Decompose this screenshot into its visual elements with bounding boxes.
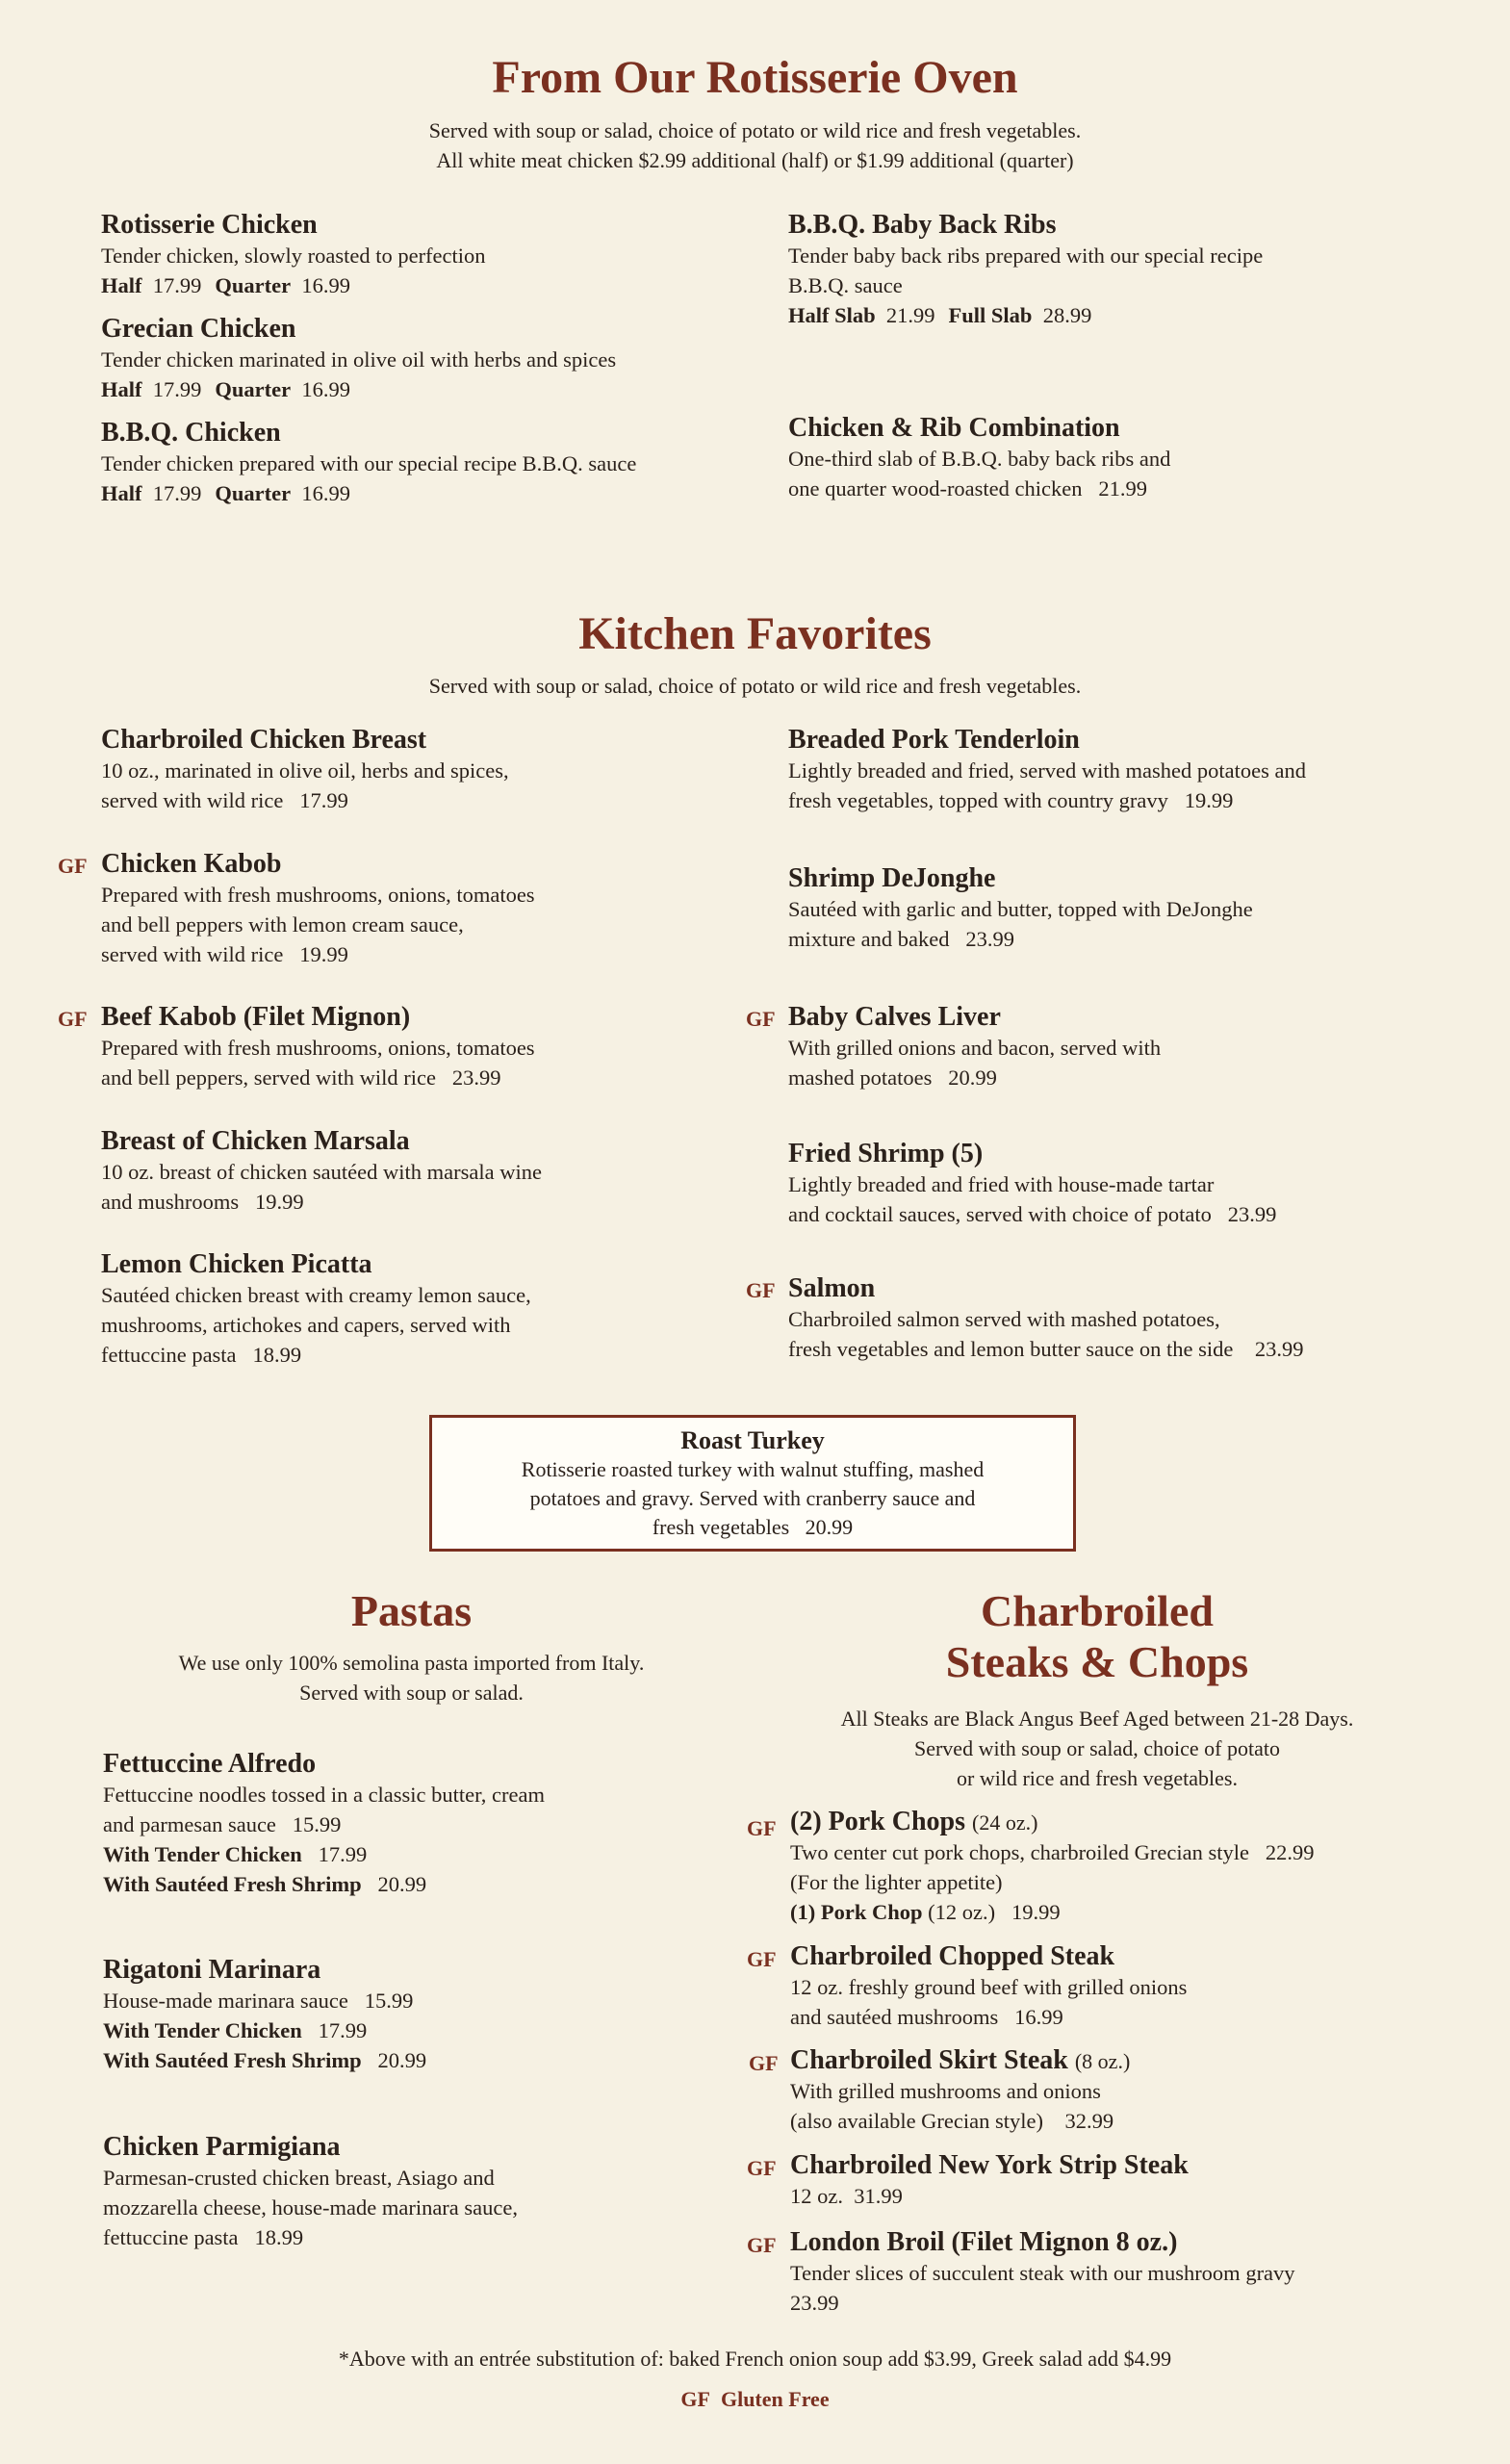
menu-item: [790, 2045, 1130, 2136]
menu-item: [101, 418, 636, 508]
menu-item: [103, 1749, 545, 1899]
addon-label: With Tender Chicken: [103, 2018, 302, 2043]
item-name: Charbroiled Chopped Steak: [790, 1941, 1115, 1971]
menu-item: [101, 210, 486, 300]
item-portion: (12 oz.): [928, 1900, 996, 1925]
legend-code: GF: [680, 2387, 710, 2411]
price: 16.99: [1014, 2005, 1063, 2030]
price-label: Half: [101, 377, 142, 402]
description-text: and parmesan sauce: [103, 1812, 276, 1837]
item-description: [101, 1340, 531, 1370]
item-name: Breaded Pork Tenderloin: [788, 725, 1080, 755]
item-description: Prepared with fresh mushrooms, onions, tomatoes: [101, 883, 535, 908]
alt-portion-name: (1) Pork Chop: [790, 1900, 923, 1925]
gluten-free-badge: GF: [747, 2233, 777, 2257]
menu-item: [788, 1002, 1161, 1092]
item-description: [103, 1986, 426, 2015]
price: 32.99: [1064, 2109, 1114, 2134]
description-text: (also available Grecian style): [790, 2109, 1044, 2134]
pastas-title: Pastas: [350, 1586, 473, 1635]
pastas-subtitle: [96, 1648, 727, 1707]
price: 23.99: [451, 1065, 501, 1091]
item-addon: [103, 1869, 545, 1899]
menu-item: [101, 1249, 531, 1370]
description-text: mashed potatoes: [788, 1065, 933, 1091]
menu-item: [101, 1126, 542, 1217]
pastas-sub-line: We use only 100% semolina pasta imported from Italy.: [178, 1651, 645, 1675]
steaks-subtitle: [760, 1704, 1434, 1794]
item-name: Roast Turkey: [680, 1426, 825, 1454]
gluten-free-badge: GF: [746, 1278, 776, 1302]
menu-item: [788, 413, 1170, 503]
price-label: Full Slab: [948, 303, 1033, 328]
addon-label: With Sautéed Fresh Shrimp: [103, 2048, 362, 2073]
price: 20.99: [377, 2048, 427, 2073]
item-description: One-third slab of B.B.Q. baby back ribs and: [788, 447, 1171, 472]
menu-item: [103, 1955, 426, 2075]
description-text: and mushrooms: [101, 1190, 240, 1215]
description-text: 12 oz.: [790, 2184, 843, 2209]
price: 17.99: [299, 788, 348, 813]
item-description: With grilled onions and bacon, served with: [788, 1036, 1162, 1061]
item-alt-portion: [790, 1897, 1315, 1927]
item-name-text: Charbroiled Skirt Steak: [790, 2045, 1068, 2075]
price: 17.99: [318, 2018, 368, 2043]
item-name: Rigatoni Marinara: [103, 1955, 321, 1985]
menu-item: [788, 863, 1253, 954]
price: 28.99: [1042, 303, 1092, 328]
description-text: served with wild rice: [101, 788, 284, 813]
item-description: Lightly breaded and fried with house-made tartar: [788, 1172, 1215, 1197]
steaks-sub-line: All Steaks are Black Angus Beef Aged between 21-28 Days.: [840, 1707, 1354, 1731]
item-name: Chicken & Rib Combination: [788, 413, 1120, 443]
item-name: [790, 2045, 1130, 2076]
item-description: [788, 1063, 1161, 1092]
price: 17.99: [152, 481, 202, 506]
gluten-free-legend: [0, 2387, 1510, 2412]
description-text: mixture and baked: [788, 927, 950, 952]
item-description: mushrooms, artichokes and capers, served with: [101, 1313, 511, 1338]
menu-item: [788, 1273, 1303, 1364]
item-name: London Broil (Filet Mignon 8 oz.): [790, 2227, 1178, 2257]
price: 21.99: [1098, 476, 1147, 501]
price: 19.99: [1184, 788, 1234, 813]
item-description: Tender baby back ribs prepared with our special recipe: [788, 244, 1264, 269]
item-name: Chicken Parmigiana: [103, 2132, 341, 2162]
item-description: Tender slices of succulent steak with our mushroom gravy: [790, 2261, 1295, 2286]
price: 19.99: [299, 942, 348, 967]
gluten-free-badge: GF: [746, 1007, 776, 1031]
item-description: [790, 2002, 1187, 2032]
item-description: [788, 1199, 1276, 1229]
item-description: [790, 2106, 1130, 2136]
item-description: Tender chicken, slowly roasted to perfection: [101, 244, 486, 269]
steaks-title-line: Charbroiled: [981, 1586, 1214, 1635]
menu-item: [788, 210, 1263, 330]
price: 19.99: [255, 1190, 304, 1215]
item-description: [788, 1334, 1303, 1364]
menu-item: [788, 1139, 1276, 1229]
item-name: Fried Shrimp (5): [788, 1139, 984, 1168]
gluten-free-badge: GF: [747, 1816, 777, 1840]
item-name: Grecian Chicken: [101, 314, 296, 344]
price: 21.99: [885, 303, 935, 328]
description-text: one quarter wood-roasted chicken: [788, 476, 1083, 501]
price: 22.99: [1265, 1840, 1315, 1865]
description-text: and sautéed mushrooms: [790, 2005, 999, 2030]
item-name: Baby Calves Liver: [788, 1002, 1001, 1032]
price-label: Half: [101, 481, 142, 506]
price-label: Quarter: [215, 377, 292, 402]
menu-item: [101, 1002, 535, 1092]
description-text: fettuccine pasta: [101, 1343, 237, 1368]
item-name: Rotisserie Chicken: [101, 210, 318, 240]
menu-item: [790, 1941, 1187, 2032]
item-description: Charbroiled salmon served with mashed potatoes,: [788, 1307, 1220, 1332]
item-portion: (8 oz.): [1074, 2049, 1131, 2073]
item-prices: [788, 300, 1263, 330]
description-text: fresh vegetables, topped with country gravy: [788, 788, 1168, 813]
description-text: and cocktail sauces, served with choice of potato: [788, 1202, 1212, 1227]
price-label: Half Slab: [788, 303, 876, 328]
price: 15.99: [364, 1989, 414, 2014]
rotisserie-sub-line: All white meat chicken $2.99 additional (half) or $1.99 additional (quarter): [436, 148, 1074, 173]
price-label: Half: [101, 273, 142, 298]
item-name: Charbroiled New York Strip Steak: [790, 2150, 1189, 2180]
item-description: potatoes and gravy. Served with cranberry sauce and: [529, 1486, 976, 1511]
menu-item: [101, 314, 616, 404]
item-name: Breast of Chicken Marsala: [101, 1126, 410, 1156]
price: 20.99: [948, 1065, 997, 1091]
menu-item: [788, 725, 1306, 815]
item-description: Sautéed chicken breast with creamy lemon sauce,: [101, 1283, 531, 1308]
item-description: Prepared with fresh mushrooms, onions, tomatoes: [101, 1036, 535, 1061]
description-text: Two center cut pork chops, charbroiled Grecian style: [790, 1840, 1249, 1865]
item-name: Chicken Kabob: [101, 849, 282, 879]
item-description: With grilled mushrooms and onions: [790, 2079, 1101, 2104]
item-description: (For the lighter appetite): [790, 1870, 1003, 1895]
addon-label: With Sautéed Fresh Shrimp: [103, 1872, 362, 1897]
item-description: B.B.Q. sauce: [788, 273, 903, 298]
price: 31.99: [854, 2184, 903, 2209]
menu-item: [790, 2150, 1189, 2211]
price: 20.99: [805, 1515, 854, 1539]
item-description: [101, 1187, 542, 1217]
item-prices: [101, 270, 486, 300]
menu-item: [101, 725, 509, 815]
price: 17.99: [152, 377, 202, 402]
price: 16.99: [301, 273, 350, 298]
menu-item: [103, 2132, 518, 2252]
item-description: [432, 1513, 1073, 1542]
substitution-footnote: *Above with an entrée substitution of: baked French onion soup add $3.99, Greek salad add $4.99: [338, 2347, 1172, 2371]
item-prices: [101, 478, 636, 508]
price: 18.99: [252, 1343, 302, 1368]
gluten-free-badge: GF: [58, 1007, 88, 1031]
item-name: Shrimp DeJonghe: [788, 863, 996, 893]
item-description: [788, 474, 1170, 503]
item-description: 10 oz. breast of chicken sautéed with marsala wine: [101, 1160, 542, 1185]
item-name-text: (2) Pork Chops: [790, 1807, 966, 1836]
item-addon: [103, 1839, 545, 1869]
price: 23.99: [1254, 1337, 1304, 1362]
item-name: B.B.Q. Baby Back Ribs: [788, 210, 1057, 240]
legend-label: Gluten Free: [720, 2387, 830, 2411]
item-description: Rotisserie roasted turkey with walnut stuffing, mashed: [521, 1457, 985, 1482]
price-label: Quarter: [215, 273, 292, 298]
gluten-free-badge: GF: [747, 1947, 777, 1971]
item-description: and bell peppers with lemon cream sauce,: [101, 912, 464, 937]
rotisserie-sub-line: Served with soup or salad, choice of potato or wild rice and fresh vegetables.: [428, 118, 1082, 142]
item-description: 12 oz. freshly ground beef with grilled onions: [790, 1975, 1188, 2000]
item-description: 10 oz., marinated in olive oil, herbs and spices,: [101, 758, 509, 783]
item-name: B.B.Q. Chicken: [101, 418, 281, 448]
item-name: Charbroiled Chicken Breast: [101, 725, 427, 755]
description-text: and bell peppers, served with wild rice: [101, 1065, 437, 1091]
item-description: [103, 1810, 545, 1839]
item-description: [103, 2222, 518, 2252]
item-description: [101, 1063, 535, 1092]
price-label: Quarter: [215, 481, 292, 506]
item-description: Fettuccine noodles tossed in a classic butter, cream: [103, 1783, 545, 1808]
price: 23.99: [965, 927, 1014, 952]
gluten-free-badge: GF: [747, 2156, 777, 2180]
item-portion: (24 oz.): [972, 1810, 1038, 1835]
description-text: fettuccine pasta: [103, 2225, 239, 2250]
price: 23.99: [1227, 1202, 1277, 1227]
item-description: [790, 1837, 1315, 1867]
item-description: [101, 939, 535, 969]
menu-item: [790, 2227, 1295, 2318]
item-description: Tender chicken marinated in olive oil with herbs and spices: [101, 347, 617, 372]
item-description: Tender chicken prepared with our special recipe B.B.Q. sauce: [101, 451, 637, 476]
description-text: served with wild rice: [101, 942, 284, 967]
item-description: [788, 785, 1306, 815]
steaks-sub-line: Served with soup or salad, choice of potato: [913, 1736, 1280, 1761]
pastas-sub-line: Served with soup or salad.: [299, 1681, 524, 1706]
description-text: House-made marinara sauce: [103, 1989, 348, 2014]
item-addon: [103, 2015, 426, 2045]
item-name: [790, 1807, 1315, 1837]
gluten-free-badge: GF: [749, 2051, 779, 2075]
item-description: [101, 785, 509, 815]
item-prices: [101, 374, 616, 404]
price: 17.99: [152, 273, 202, 298]
item-addon: [103, 2045, 426, 2075]
item-description: Lightly breaded and fried, served with mashed potatoes and: [788, 758, 1306, 783]
item-description: [790, 2181, 1189, 2211]
gluten-free-badge: GF: [58, 854, 88, 878]
price: 16.99: [301, 377, 350, 402]
steaks-title: [760, 1586, 1434, 1688]
item-name: Beef Kabob (Filet Mignon): [101, 1002, 411, 1032]
item-description: Sautéed with garlic and butter, topped with DeJonghe: [788, 897, 1253, 922]
item-description: 23.99: [790, 2291, 839, 2316]
description-text: fresh vegetables: [652, 1515, 790, 1539]
item-description: [788, 924, 1253, 954]
item-name: Salmon: [788, 1273, 876, 1303]
item-name: Fettuccine Alfredo: [103, 1749, 317, 1779]
kitchen-title: Kitchen Favorites: [578, 608, 932, 659]
kitchen-subtitle: Served with soup or salad, choice of potato or wild rice and fresh vegetables.: [428, 674, 1082, 698]
price: 15.99: [292, 1812, 342, 1837]
menu-item: [101, 849, 535, 969]
menu-item: [790, 1807, 1315, 1927]
steaks-title-line: Steaks & Chops: [945, 1636, 1249, 1686]
item-name: Lemon Chicken Picatta: [101, 1249, 372, 1279]
price: 19.99: [1011, 1900, 1061, 1925]
rotisserie-title: From Our Rotisserie Oven: [492, 52, 1018, 103]
steaks-sub-line: or wild rice and fresh vegetables.: [957, 1766, 1238, 1791]
price: 16.99: [301, 481, 350, 506]
addon-label: With Tender Chicken: [103, 1842, 302, 1867]
item-description: Parmesan-crusted chicken breast, Asiago and: [103, 2166, 495, 2191]
price: 17.99: [318, 1842, 368, 1867]
item-description: mozzarella cheese, house-made marinara sauce,: [103, 2195, 519, 2220]
price: 18.99: [254, 2225, 304, 2250]
price: 20.99: [377, 1872, 427, 1897]
roast-turkey-feature-box: [429, 1415, 1076, 1552]
description-text: fresh vegetables and lemon butter sauce on the side: [788, 1337, 1234, 1362]
rotisserie-subtitle: [0, 116, 1510, 175]
